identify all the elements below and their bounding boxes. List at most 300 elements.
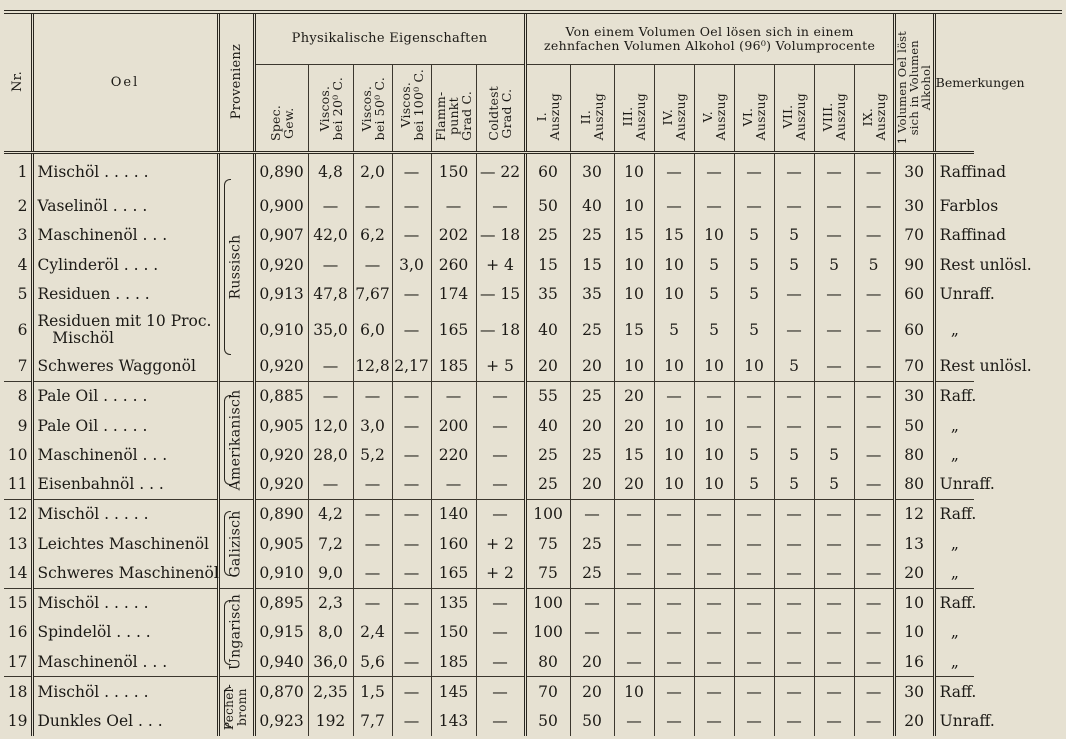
auszug-1: 100 — [525, 588, 570, 618]
bemerkung: Rest unlösl. — [934, 250, 974, 280]
auszug-7: — — [774, 499, 814, 529]
auszug-7: — — [774, 677, 814, 707]
column-header-visc50: Viscos. bei 50⁰ C. — [353, 64, 392, 152]
bemerkung: Raff. — [934, 381, 974, 411]
auszug-1: 35 — [525, 280, 570, 310]
flammpunkt: — — [431, 381, 476, 411]
auszug-2: 25 — [570, 529, 614, 559]
column-header-spec: Spec. Gew. — [254, 64, 308, 152]
viscos-20: 9,0 — [308, 559, 353, 589]
auszug-3: — — [614, 499, 654, 529]
viscos-20: — — [308, 381, 353, 411]
auszug-3: 15 — [614, 309, 654, 352]
bemerkung: Farblos — [934, 191, 974, 221]
coldtest: — 18 — [476, 309, 525, 352]
auszug-1: 100 — [525, 618, 570, 648]
viscos-50: 7,67 — [353, 280, 392, 310]
auszug-8: — — [814, 706, 854, 736]
oil-name: Residuen mit 10 Proc. Mischöl — [32, 309, 218, 352]
alcohol-volume: 80 — [894, 440, 934, 470]
viscos-20: 4,8 — [308, 152, 353, 191]
alcohol-volume: 30 — [894, 677, 934, 707]
auszug-6: 5 — [734, 470, 774, 500]
bemerkung: Raff. — [934, 499, 974, 529]
flammpunkt: 143 — [431, 706, 476, 736]
auszug-2: 20 — [570, 470, 614, 500]
auszug-7: — — [774, 152, 814, 191]
bemerkung: Raff. — [934, 677, 974, 707]
table-row — [4, 411, 1062, 441]
viscos-100: — — [392, 706, 431, 736]
oil-name: Pale Oil . . . . . — [32, 411, 218, 441]
auszug-4: 10 — [654, 470, 694, 500]
auszug-3: 15 — [614, 440, 654, 470]
coldtest: — — [476, 381, 525, 411]
viscos-20: 12,0 — [308, 411, 353, 441]
viscos-50: 2,0 — [353, 152, 392, 191]
auszug-8: — — [814, 618, 854, 648]
viscos-100: — — [392, 309, 431, 352]
auszug-8: — — [814, 191, 854, 221]
auszug-8: — — [814, 280, 854, 310]
auszug-7: — — [774, 706, 814, 736]
viscos-50: — — [353, 529, 392, 559]
auszug-1: 50 — [525, 191, 570, 221]
column-header-provenienz: Provenienz — [218, 12, 254, 152]
auszug-2: 35 — [570, 280, 614, 310]
auszug-8: — — [814, 309, 854, 352]
auszug-5: — — [694, 559, 734, 589]
alcohol-volume: 90 — [894, 250, 934, 280]
alcohol-volume: 30 — [894, 152, 934, 191]
provenance-group — [218, 588, 254, 677]
oil-name: Mischöl . . . . . — [32, 499, 218, 529]
viscos-20: 36,0 — [308, 647, 353, 677]
table-row — [4, 280, 1062, 310]
viscos-20: — — [308, 470, 353, 500]
auszug-6: — — [734, 499, 774, 529]
table-row — [4, 191, 1062, 221]
column-header-auszug-4: IV. Auszug — [654, 64, 694, 152]
flammpunkt: 160 — [431, 529, 476, 559]
auszug-1: 40 — [525, 309, 570, 352]
spec-gewicht: 0,920 — [254, 440, 308, 470]
auszug-4: — — [654, 191, 694, 221]
auszug-6: — — [734, 559, 774, 589]
row-number: 16 — [7, 623, 28, 642]
alcohol-volume: 10 — [894, 588, 934, 618]
table-row — [4, 470, 1062, 500]
spec-gewicht: 0,905 — [254, 411, 308, 441]
auszug-9: — — [854, 152, 894, 191]
flammpunkt: 150 — [431, 618, 476, 648]
auszug-5: 5 — [694, 309, 734, 352]
alcohol-volume: 12 — [894, 499, 934, 529]
auszug-6: — — [734, 588, 774, 618]
coldtest: + 2 — [476, 529, 525, 559]
bemerkung: „ — [934, 309, 974, 352]
column-header-coldtest: Coldtest Grad C. — [476, 64, 525, 152]
auszug-3: 10 — [614, 191, 654, 221]
auszug-8: — — [814, 677, 854, 707]
viscos-100: — — [392, 280, 431, 310]
spec-gewicht: 0,895 — [254, 588, 308, 618]
column-header-alcohol: 1 Volumen Oel löst sich in Volumen Alkohol — [894, 12, 934, 152]
oil-name: Mischöl . . . . . — [32, 677, 218, 707]
auszug-7: 5 — [774, 470, 814, 500]
viscos-50: 1,5 — [353, 677, 392, 707]
auszug-5: — — [694, 618, 734, 648]
column-header-flammpunkt: Flamm- punkt Grad C. — [431, 64, 476, 152]
auszug-5: 5 — [694, 250, 734, 280]
provenance-group — [218, 677, 254, 736]
auszug-7: 5 — [774, 352, 814, 382]
alcohol-volume: 60 — [894, 280, 934, 310]
table-row — [4, 152, 1062, 191]
coldtest: — — [476, 470, 525, 500]
auszug-9: — — [854, 191, 894, 221]
auszug-4: — — [654, 152, 694, 191]
auszug-8: 5 — [814, 440, 854, 470]
table-row — [4, 309, 1062, 352]
auszug-5: 10 — [694, 440, 734, 470]
flammpunkt: 165 — [431, 559, 476, 589]
auszug-5: 10 — [694, 470, 734, 500]
coldtest: — — [476, 618, 525, 648]
auszug-1: 25 — [525, 221, 570, 251]
column-header-auszug-6: VI. Auszug — [734, 64, 774, 152]
auszug-2: 25 — [570, 559, 614, 589]
coldtest: + 5 — [476, 352, 525, 382]
auszug-3: 10 — [614, 280, 654, 310]
viscos-50: 5,6 — [353, 647, 392, 677]
coldtest: — — [476, 677, 525, 707]
viscos-100: — — [392, 191, 431, 221]
oil-name: Maschinenöl . . . — [32, 647, 218, 677]
bemerkung: Raffinad — [934, 221, 974, 251]
auszug-2: 40 — [570, 191, 614, 221]
auszug-9: — — [854, 309, 894, 352]
auszug-1: 60 — [525, 152, 570, 191]
auszug-6: 5 — [734, 309, 774, 352]
viscos-20: 2,3 — [308, 588, 353, 618]
table-row — [4, 588, 1062, 618]
bemerkung: „ — [934, 618, 974, 648]
viscos-20: 35,0 — [308, 309, 353, 352]
auszug-9: — — [854, 677, 894, 707]
column-header-nr: Nr. — [4, 12, 32, 152]
auszug-4: 10 — [654, 352, 694, 382]
spec-gewicht: 0,890 — [254, 152, 308, 191]
auszug-4: — — [654, 499, 694, 529]
viscos-50: — — [353, 470, 392, 500]
oil-name: Spindelöl . . . . — [32, 618, 218, 648]
viscos-100: — — [392, 529, 431, 559]
column-header-bemerkungen: Bemerkungen — [934, 12, 974, 152]
auszug-8: — — [814, 529, 854, 559]
provenance-label: Ungarisch — [227, 594, 244, 671]
spec-gewicht: 0,870 — [254, 677, 308, 707]
alcohol-volume: 20 — [894, 706, 934, 736]
flammpunkt: 150 — [431, 152, 476, 191]
flammpunkt: 260 — [431, 250, 476, 280]
auszug-5: — — [694, 529, 734, 559]
spec-gewicht: 0,910 — [254, 559, 308, 589]
row-number: 6 — [17, 321, 28, 340]
auszug-8: — — [814, 559, 854, 589]
auszug-7: — — [774, 411, 814, 441]
bemerkung: „ — [934, 411, 974, 441]
alcohol-volume: 70 — [894, 352, 934, 382]
auszug-4: — — [654, 618, 694, 648]
row-number: 8 — [4, 381, 32, 411]
row-number: 2 — [17, 196, 28, 215]
auszug-7: 5 — [774, 221, 814, 251]
spec-gewicht: 0,885 — [254, 381, 308, 411]
table-row — [4, 250, 1062, 280]
auszug-4: 10 — [654, 411, 694, 441]
column-header-auszug-8: VIII. Auszug — [814, 64, 854, 152]
viscos-50: 7,7 — [353, 706, 392, 736]
auszug-3: — — [614, 529, 654, 559]
spec-gewicht: 0,923 — [254, 706, 308, 736]
table-row — [4, 440, 1062, 470]
provenance-group — [218, 152, 254, 381]
auszug-8: — — [814, 588, 854, 618]
auszug-8: — — [814, 152, 854, 191]
flammpunkt: 185 — [431, 647, 476, 677]
alcohol-volume: 80 — [894, 470, 934, 500]
alcohol-volume: 20 — [894, 559, 934, 589]
flammpunkt: 185 — [431, 352, 476, 382]
auszug-1: 80 — [525, 647, 570, 677]
flammpunkt: 220 — [431, 440, 476, 470]
column-header-auszug-1: I. Auszug — [525, 64, 570, 152]
alcohol-volume: 13 — [894, 529, 934, 559]
auszug-6: — — [734, 381, 774, 411]
viscos-20: — — [308, 191, 353, 221]
row-number: 11 — [7, 475, 28, 494]
flammpunkt: 174 — [431, 280, 476, 310]
auszug-8: 5 — [814, 250, 854, 280]
auszug-1: 40 — [525, 411, 570, 441]
auszug-6: — — [734, 677, 774, 707]
viscos-20: 7,2 — [308, 529, 353, 559]
provenance-group — [218, 499, 254, 588]
table-row — [4, 221, 1062, 251]
table-row — [4, 381, 1062, 411]
auszug-2: 25 — [570, 309, 614, 352]
spec-gewicht: 0,905 — [254, 529, 308, 559]
coldtest: + 4 — [476, 250, 525, 280]
auszug-2: 20 — [570, 411, 614, 441]
viscos-100: — — [392, 677, 431, 707]
auszug-8: — — [814, 381, 854, 411]
auszug-1: 70 — [525, 677, 570, 707]
auszug-5: 5 — [694, 280, 734, 310]
flammpunkt: 135 — [431, 588, 476, 618]
table-row — [4, 677, 1062, 707]
viscos-20: — — [308, 250, 353, 280]
auszug-4: — — [654, 529, 694, 559]
provenance-group — [218, 381, 254, 499]
auszug-7: — — [774, 191, 814, 221]
auszug-3: 10 — [614, 677, 654, 707]
auszug-4: — — [654, 588, 694, 618]
auszug-1: 15 — [525, 250, 570, 280]
column-header-auszug-7: VII. Auszug — [774, 64, 814, 152]
viscos-20: 42,0 — [308, 221, 353, 251]
viscos-50: 6,0 — [353, 309, 392, 352]
auszug-5: — — [694, 191, 734, 221]
auszug-4: 5 — [654, 309, 694, 352]
provenance-label: Pechel- bronn — [222, 683, 249, 730]
table-row — [4, 352, 1062, 382]
column-header-auszug-9: IX. Auszug — [854, 64, 894, 152]
oil-name: Leichtes Maschinenöl — [32, 529, 218, 559]
flammpunkt: 165 — [431, 309, 476, 352]
viscos-20: 28,0 — [308, 440, 353, 470]
auszug-7: — — [774, 529, 814, 559]
oil-name: Cylinderöl . . . . — [32, 250, 218, 280]
table-row — [4, 529, 1062, 559]
auszug-3: 20 — [614, 411, 654, 441]
oil-name: Maschinenöl . . . — [32, 440, 218, 470]
column-header-auszug-2: II. Auszug — [570, 64, 614, 152]
alcohol-volume: 70 — [894, 221, 934, 251]
row-number: 1 — [17, 163, 28, 182]
auszug-9: — — [854, 529, 894, 559]
auszug-9: — — [854, 499, 894, 529]
viscos-100: — — [392, 381, 431, 411]
auszug-8: — — [814, 221, 854, 251]
table-row — [4, 559, 1062, 589]
viscos-100: — — [392, 411, 431, 441]
oil-name: Dunkles Oel . . . — [32, 706, 218, 736]
coldtest: — — [476, 588, 525, 618]
bemerkung: Rest unlösl. — [934, 352, 974, 382]
auszug-7: — — [774, 559, 814, 589]
auszug-9: — — [854, 352, 894, 382]
viscos-20: — — [308, 352, 353, 382]
auszug-1: 20 — [525, 352, 570, 382]
auszug-7: — — [774, 280, 814, 310]
spec-gewicht: 0,920 — [254, 250, 308, 280]
alcohol-volume: 30 — [894, 191, 934, 221]
auszug-9: — — [854, 381, 894, 411]
spec-gewicht: 0,913 — [254, 280, 308, 310]
flammpunkt: — — [431, 191, 476, 221]
coldtest: — — [476, 706, 525, 736]
auszug-7: 5 — [774, 250, 814, 280]
viscos-100: — — [392, 618, 431, 648]
viscos-50: — — [353, 588, 392, 618]
viscos-100: — — [392, 499, 431, 529]
viscos-20: 4,2 — [308, 499, 353, 529]
auszug-7: — — [774, 381, 814, 411]
auszug-9: — — [854, 221, 894, 251]
auszug-2: 20 — [570, 352, 614, 382]
auszug-6: — — [734, 647, 774, 677]
alcohol-volume: 16 — [894, 647, 934, 677]
viscos-50: — — [353, 191, 392, 221]
coldtest: — 22 — [476, 152, 525, 191]
auszug-4: — — [654, 381, 694, 411]
auszug-6: 5 — [734, 250, 774, 280]
oil-name: Residuen . . . . — [32, 280, 218, 310]
auszug-6: 5 — [734, 280, 774, 310]
row-number: 7 — [17, 357, 28, 376]
auszug-3: 20 — [614, 381, 654, 411]
bemerkung: Unraff. — [934, 470, 974, 500]
auszug-6: — — [734, 411, 774, 441]
flammpunkt: 200 — [431, 411, 476, 441]
oil-name: Vaselinöl . . . . — [32, 191, 218, 221]
auszug-3: 10 — [614, 352, 654, 382]
column-header-oel: Oel — [32, 12, 218, 152]
coldtest: — 18 — [476, 221, 525, 251]
spec-gewicht: 0,890 — [254, 499, 308, 529]
auszug-6: 10 — [734, 352, 774, 382]
auszug-7: — — [774, 647, 814, 677]
auszug-8: — — [814, 499, 854, 529]
auszug-7: 5 — [774, 440, 814, 470]
coldtest: — — [476, 191, 525, 221]
viscos-100: — — [392, 221, 431, 251]
bemerkung: „ — [934, 559, 974, 589]
auszug-5: — — [694, 706, 734, 736]
bemerkung: „ — [934, 440, 974, 470]
table-row — [4, 647, 1062, 677]
viscos-50: — — [353, 250, 392, 280]
auszug-6: — — [734, 618, 774, 648]
flammpunkt: 202 — [431, 221, 476, 251]
auszug-2: 50 — [570, 706, 614, 736]
auszug-2: 25 — [570, 440, 614, 470]
viscos-100: — — [392, 559, 431, 589]
alcohol-volume: 60 — [894, 309, 934, 352]
auszug-9: — — [854, 440, 894, 470]
row-number: 18 — [4, 677, 32, 707]
viscos-100: — — [392, 588, 431, 618]
flammpunkt: — — [431, 470, 476, 500]
auszug-9: — — [854, 470, 894, 500]
auszug-3: — — [614, 618, 654, 648]
oil-name: Mischöl . . . . . — [32, 588, 218, 618]
auszug-1: 100 — [525, 499, 570, 529]
auszug-2: 25 — [570, 381, 614, 411]
row-number: 5 — [17, 285, 28, 304]
auszug-7: — — [774, 309, 814, 352]
table-row — [4, 706, 1062, 736]
auszug-3: — — [614, 559, 654, 589]
coldtest: + 2 — [476, 559, 525, 589]
viscos-50: 2,4 — [353, 618, 392, 648]
auszug-5: — — [694, 152, 734, 191]
spec-gewicht: 0,920 — [254, 470, 308, 500]
spec-gewicht: 0,940 — [254, 647, 308, 677]
auszug-2: 30 — [570, 152, 614, 191]
row-number: 15 — [4, 588, 32, 618]
viscos-50: 3,0 — [353, 411, 392, 441]
auszug-8: — — [814, 352, 854, 382]
auszug-5: — — [694, 647, 734, 677]
row-number: 3 — [17, 226, 28, 245]
auszug-3: 10 — [614, 250, 654, 280]
auszug-8: — — [814, 411, 854, 441]
auszug-4: 15 — [654, 221, 694, 251]
viscos-100: — — [392, 470, 431, 500]
